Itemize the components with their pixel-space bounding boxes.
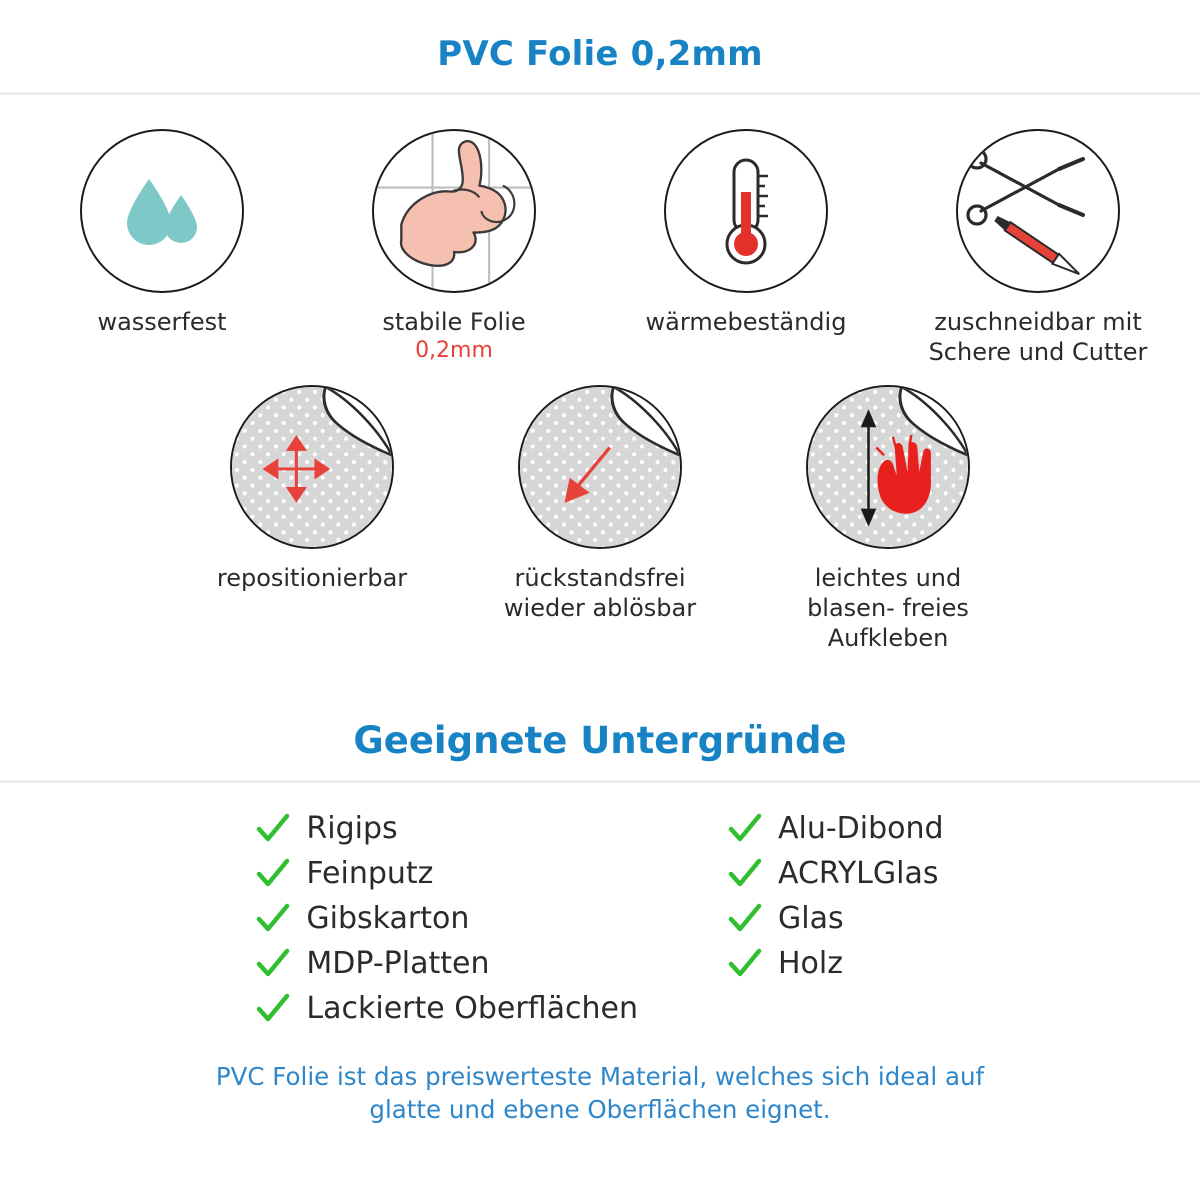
surfaces-column-left [256, 811, 638, 1026]
page-title: PVC Folie 0,2mm [437, 34, 763, 74]
water-drops-icon [80, 129, 244, 293]
check-icon [256, 992, 290, 1026]
list-item [728, 901, 944, 936]
feature-rueckstandsfrei [485, 385, 715, 623]
list-item [256, 856, 638, 891]
list-item-label: Rigips [306, 811, 398, 846]
feature-label: wasserfest [97, 308, 227, 336]
footer-line-1: PVC Folie ist das preiswerteste Material, welches sich ideal auf [215, 1062, 985, 1091]
features-row-1 [0, 129, 1200, 367]
subtitle-bar [0, 709, 1200, 783]
list-item [728, 946, 944, 981]
list-item-label: Feinputz [306, 856, 434, 891]
strong-arm-icon [372, 129, 536, 293]
feature-blasenfrei [773, 385, 1003, 653]
feature-label: wärmebeständig [645, 308, 847, 336]
peel-off-arrow-icon [518, 385, 682, 549]
reposition-arrows-icon [230, 385, 394, 549]
check-icon [728, 947, 762, 981]
feature-label: zuschneidbar mit Schere und Cutter [928, 308, 1148, 366]
list-item-label: Lackierte Oberflächen [306, 991, 638, 1026]
check-icon [256, 902, 290, 936]
title-bar [0, 0, 1200, 95]
feature-label: repositionierbar [216, 564, 408, 592]
footer-note [0, 1026, 1200, 1126]
feature-waermebestaendig [631, 129, 861, 337]
feature-label: leichtes und blasen- freies Aufkleben [807, 564, 969, 652]
features-row-2 [0, 367, 1200, 653]
features-section [0, 95, 1200, 653]
list-item-label: ACRYLGlas [777, 856, 939, 891]
list-item [728, 811, 944, 846]
feature-repositionierbar [197, 385, 427, 593]
list-item [256, 901, 638, 936]
check-icon [256, 857, 290, 891]
feature-zuschneidbar [923, 129, 1153, 367]
check-icon [728, 857, 762, 891]
thermometer-icon [664, 129, 828, 293]
hand-bubble-free-icon [806, 385, 970, 549]
list-item-label: Alu-Dibond [777, 811, 944, 846]
feature-label: rückstandsfrei wieder ablösbar [503, 564, 697, 622]
check-icon [728, 902, 762, 936]
feature-wasserfest [47, 129, 277, 337]
list-item [256, 991, 638, 1026]
scissors-cutter-icon [956, 129, 1120, 293]
list-item-label: MDP-Platten [306, 946, 490, 981]
list-item-label: Glas [777, 901, 844, 936]
feature-label: stabile Folie 0,2mm [382, 308, 526, 363]
surfaces-lists [0, 783, 1200, 1026]
list-item [256, 811, 638, 846]
surfaces-column-right [728, 811, 944, 1026]
footer-line-2: glatte und ebene Oberflächen eignet. [369, 1095, 831, 1125]
check-icon [728, 812, 762, 846]
list-item [728, 856, 944, 891]
check-icon [256, 947, 290, 981]
section-title-untergruende: Geeignete Untergründe [353, 719, 847, 762]
list-item [256, 946, 638, 981]
thickness-value: 0,2mm [415, 338, 493, 363]
feature-stabile-folie [339, 129, 569, 365]
list-item-label: Gibskarton [306, 901, 470, 936]
check-icon [256, 812, 290, 846]
list-item-label: Holz [777, 946, 843, 981]
